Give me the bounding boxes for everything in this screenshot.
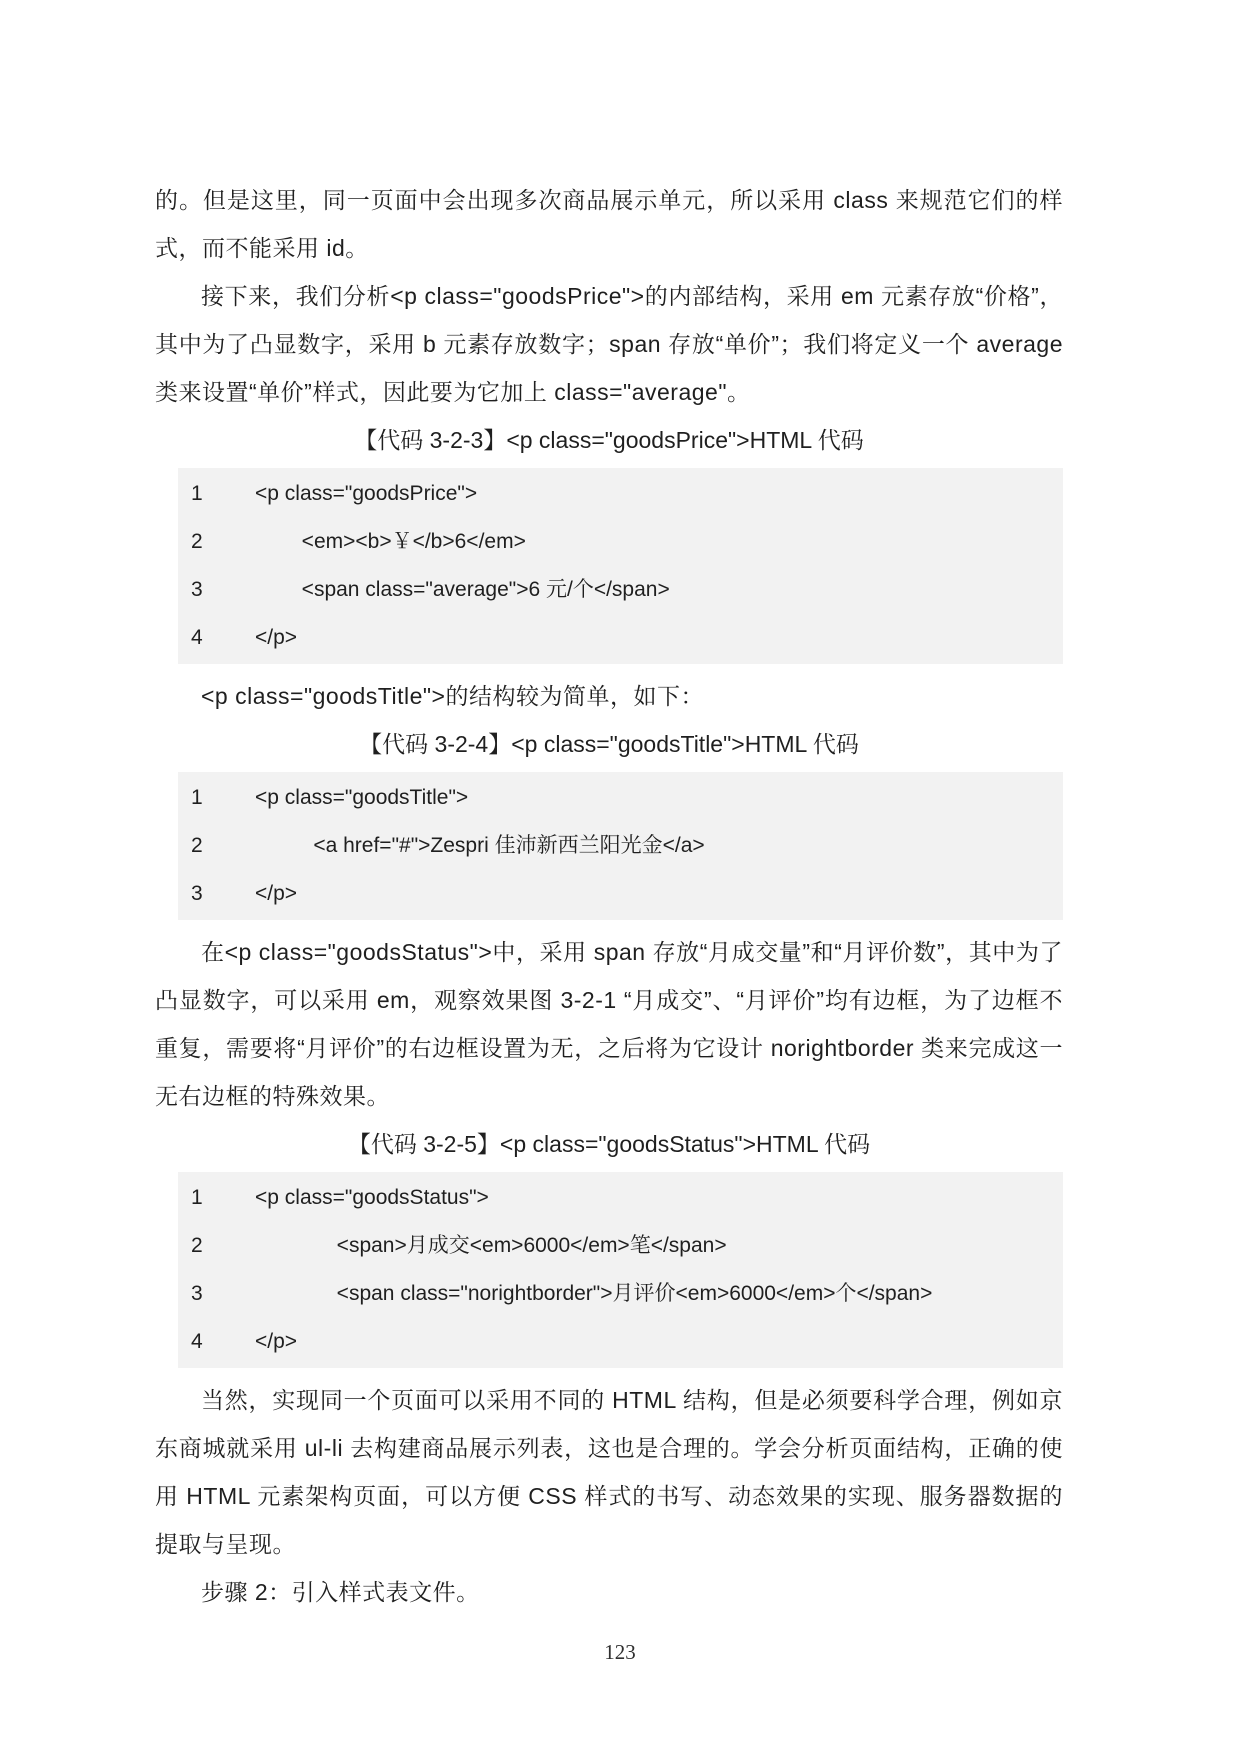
code-caption-3-2-4: 【代码 3-2-4】<p class="goodsTitle">HTML 代码 [359, 731, 859, 757]
code-text: <span class="norightborder">月评价<em>6000</em>个</span> [255, 1282, 933, 1305]
line-number: 2 [191, 834, 203, 857]
code-line [178, 774, 1063, 822]
code-text: <em><b>￥</b>6</em> [255, 530, 526, 553]
code-text: <p class="goodsTitle"> [255, 786, 469, 809]
code-text: <p class="goodsStatus"> [255, 1186, 489, 1209]
code-text: <span class="average">6 元/个</span> [255, 578, 670, 601]
line-number: 2 [191, 1234, 203, 1257]
code-text: <p class="goodsPrice"> [255, 482, 478, 505]
paragraph-intro-continuation: 的。但是这里，同一页面中会出现多次商品展示单元，所以采用 class 来规范它们的样式，而不能采用 id。 [155, 187, 1063, 261]
line-number: 2 [191, 530, 203, 553]
line-number: 3 [191, 1282, 203, 1305]
code-block-goodstitle [178, 772, 1063, 920]
code-line [178, 822, 1063, 870]
code-block-goodsstatus [178, 1172, 1063, 1368]
line-number: 4 [191, 1330, 203, 1353]
line-number: 3 [191, 882, 203, 905]
code-line [178, 518, 1063, 566]
paragraph-step2: 步骤 2：引入样式表文件。 [201, 1579, 480, 1605]
paragraph-goodstitle-intro: <p class="goodsTitle">的结构较为简单，如下： [201, 683, 704, 709]
code-block-goodsprice [178, 468, 1063, 664]
code-line [178, 566, 1063, 614]
code-text: </p> [255, 1330, 298, 1353]
code-line [178, 870, 1063, 918]
code-text: </p> [255, 626, 298, 649]
line-number: 3 [191, 578, 203, 601]
code-line [178, 1318, 1063, 1366]
code-text: </p> [255, 882, 298, 905]
code-text: <a href="#">Zespri 佳沛新西兰阳光金</a> [255, 834, 705, 857]
code-line [178, 1270, 1063, 1318]
code-line [178, 1174, 1063, 1222]
code-line [178, 470, 1063, 518]
paragraph-conclusion: 当然，实现同一个页面可以采用不同的 HTML 结构，但是必须要科学合理，例如京东商城就采用 ul-li 去构建商品展示列表，这也是合理的。学会分析页面结构，正确的使用 HTML 元素架构页面，可以方便 CSS 样式的书写、动态效果的实现、服务器数据的提取与呈现。 [155, 1387, 1063, 1557]
paragraph-goodsprice-analysis: 接下来，我们分析<p class="goodsPrice">的内部结构，采用 em 元素存放“价格”，其中为了凸显数字，采用 b 元素存放数字；span 存放“单价”；我们将定义一个 average 类来设置“单价”样式，因此要为它加上 class="average"。 [155, 283, 1063, 405]
line-number: 1 [191, 482, 203, 505]
line-number: 1 [191, 1186, 203, 1209]
code-caption-3-2-5: 【代码 3-2-5】<p class="goodsStatus">HTML 代码 [347, 1131, 871, 1157]
page-number: 123 [604, 1640, 636, 1664]
line-number: 4 [191, 626, 203, 649]
code-caption-3-2-3: 【代码 3-2-3】<p class="goodsPrice">HTML 代码 [354, 427, 864, 453]
code-text: <span>月成交<em>6000</em>笔</span> [255, 1234, 727, 1257]
code-line [178, 614, 1063, 662]
line-number: 1 [191, 786, 203, 809]
paragraph-goodsstatus-analysis: 在<p class="goodsStatus">中，采用 span 存放“月成交量”和“月评价数”，其中为了凸显数字，可以采用 em，观察效果图 3-2-1 “月成交”、“月评价”均有边框，为了边框不重复，需要将“月评价”的右边框设置为无，之后将为它设计 norightborder 类来完成这一无右边框的特殊效果。 [155, 939, 1063, 1109]
code-line [178, 1222, 1063, 1270]
